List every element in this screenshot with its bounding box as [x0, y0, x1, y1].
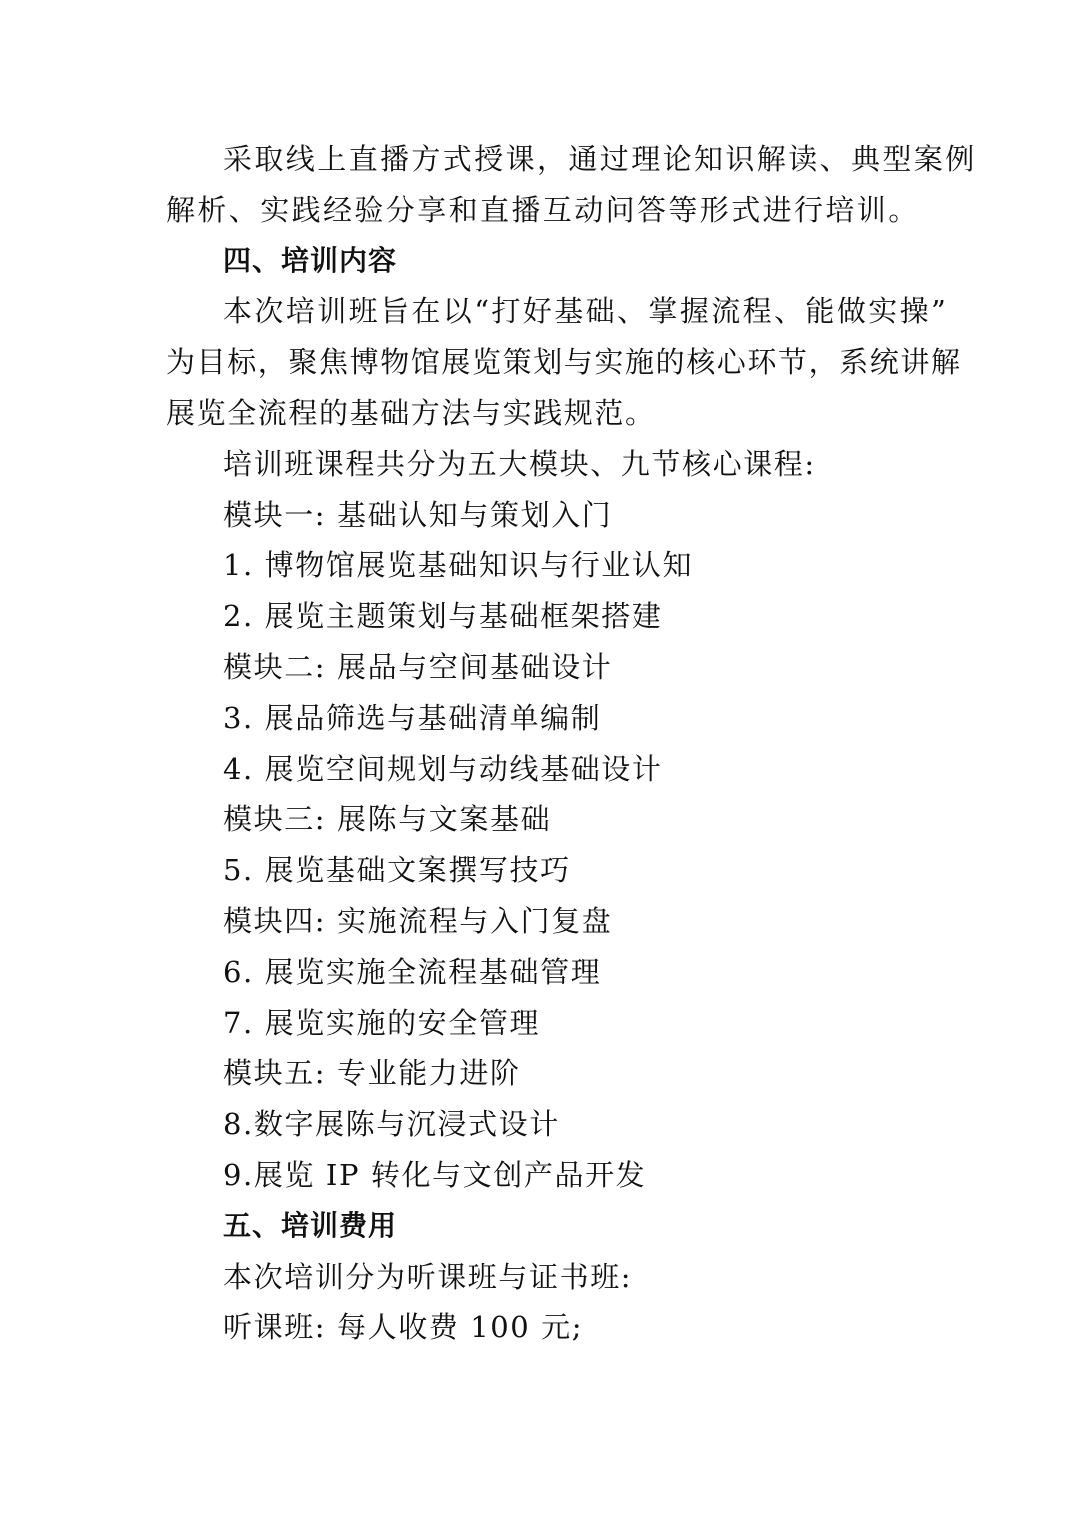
section-heading-training-fees: 五、培训费用	[223, 1208, 398, 1242]
course-item: 8.数字展陈与沉浸式设计	[223, 1107, 560, 1142]
module-title: 模块二: 展品与空间基础设计	[223, 649, 613, 684]
course-item: 1. 博物馆展览基础知识与行业认知	[223, 548, 694, 583]
paragraph-line: 展览全流程的基础方法与实践规范。	[166, 395, 656, 430]
paragraph-line: 本次培训分为听课班与证书班:	[223, 1259, 633, 1294]
course-item: 6. 展览实施全流程基础管理	[223, 954, 602, 989]
module-title: 模块五: 专业能力进阶	[223, 1056, 521, 1091]
document-body	[166, 134, 977, 1353]
course-item: 2. 展览主题策划与基础框架搭建	[223, 599, 663, 634]
section-heading-training-content: 四、培训内容	[223, 243, 398, 277]
paragraph-line: 听课班: 每人收费 100 元;	[223, 1310, 584, 1345]
module-title: 模块四: 实施流程与入门复盘	[223, 903, 613, 938]
course-item: 9.展览 IP 转化与文创产品开发	[223, 1157, 647, 1192]
module-title: 模块三: 展陈与文案基础	[223, 802, 552, 837]
module-title: 模块一: 基础认知与策划入门	[223, 497, 613, 532]
paragraph-line: 培训班课程共分为五大模块、九节核心课程:	[223, 446, 816, 481]
paragraph-line: 本次培训班旨在以“打好基础、掌握流程、能做实操”	[223, 294, 949, 329]
course-item: 5. 展览基础文案撰写技巧	[223, 853, 571, 888]
course-item: 7. 展览实施的安全管理	[223, 1005, 541, 1040]
paragraph-line: 解析、实践经验分享和直播互动问答等形式进行培训。	[166, 192, 920, 227]
paragraph-line: 为目标，聚焦博物馆展览策划与实施的核心环节，系统讲解	[166, 345, 962, 380]
course-item: 4. 展览空间规划与动线基础设计	[223, 751, 663, 786]
course-item: 3. 展品筛选与基础清单编制	[223, 700, 602, 735]
paragraph-line: 采取线上直播方式授课，通过理论知识解读、典型案例	[223, 142, 977, 176]
